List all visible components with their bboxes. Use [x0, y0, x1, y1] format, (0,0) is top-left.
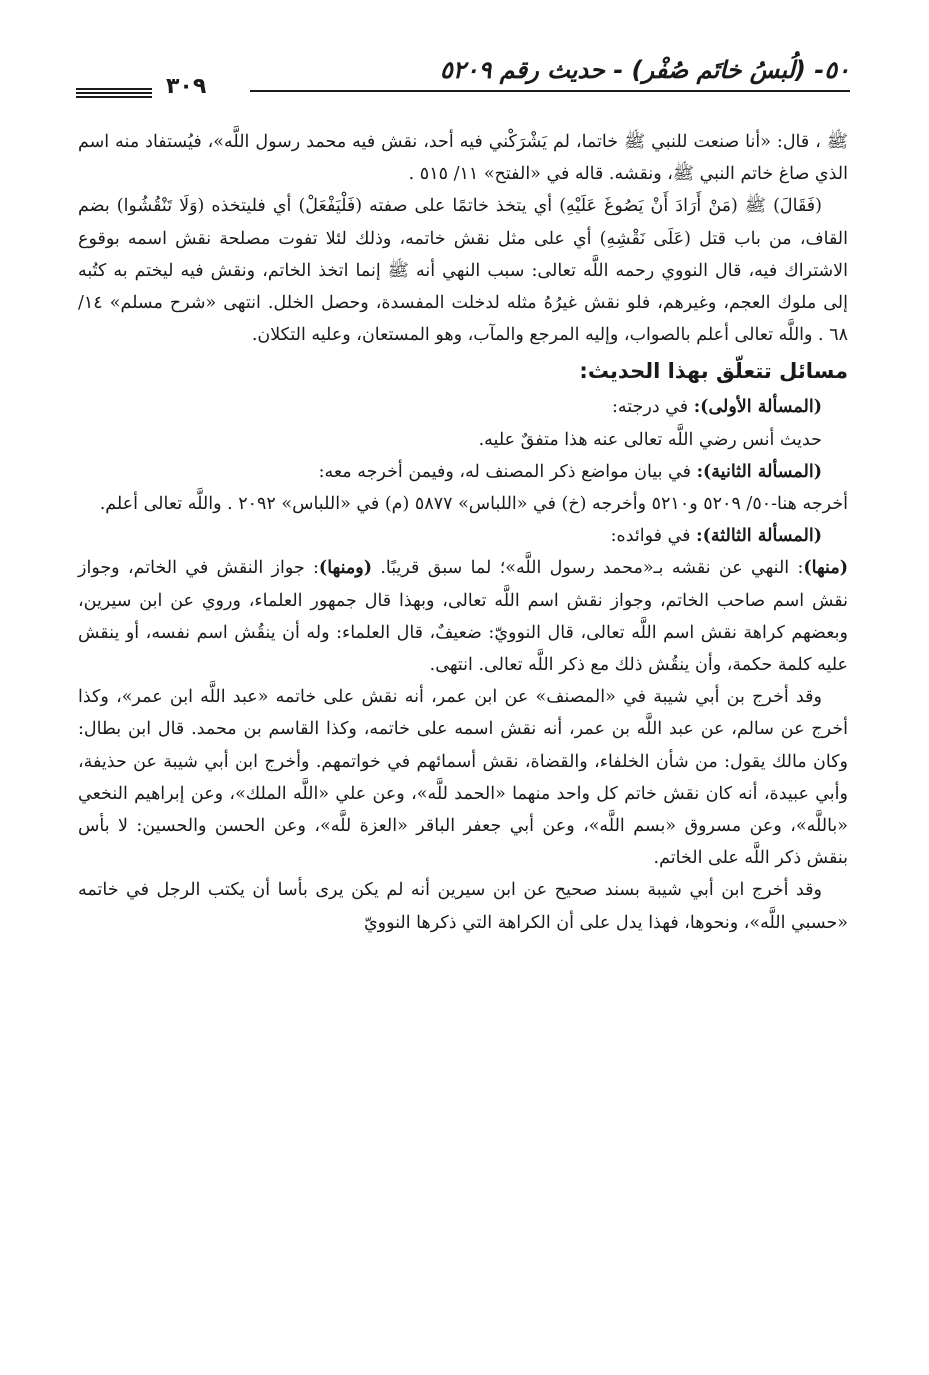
benefit-1-label: (منها) — [803, 558, 848, 579]
page-header — [68, 52, 850, 102]
header-rule — [250, 90, 850, 92]
paragraph-hadith-context: ﷺ ، قال: «أنا صنعت للنبي ﷺ خاتما، لم يَشْرَكْني فيه أحد، نقش فيه محمد رسول اللَّه»، فيُستفاد منه اسم الذي صاغ خاتم النبي ﷺ، ونقشه. قاله في «الفتح» ١١/ ٥١٥ . — [78, 132, 848, 185]
paragraph-ibn-abi-shaybah: وقد أخرج بن أبي شيبة في «المصنف» عن ابن عمر، أنه نقش على خاتمه «عبد اللَّه ابن عمر»، وكذا أخرج عن سالم، عن عبد اللَّه بن عمر، أنه نقش اسمه على خاتمه، وكذا القاسم بن محمد. قال ابن بطال: وكان مالك يقول: من شأن الخلفاء، والقضاة، نقش أسمائهم في خواتمهم. وأخرج ابن أبي شيبة عن حذيفة، وأبي عبيدة، أنه كان نقش خاتم كل واحد منهما «الحمد للَّه»، وعن علي «اللَّه الملك»، وعن إبراهيم النخعي «باللَّه»، وعن مسروق «بسم اللَّه»، وعن أبي جعفر الباقر «العزة للَّه»، وعن الحسن والحسين: لا بأس بنقش ذكر اللَّه على الخاتم. — [78, 687, 848, 869]
question-1-text: حديث أنس رضي اللَّه تعالى عنه هذا متفقٌ عليه. — [478, 429, 822, 450]
paragraph-ibn-sirin: وقد أخرج ابن أبي شيبة بسند صحيح عن ابن سيرين أنه لم يكن يرى بأسا أن يكتب الرجل في خاتمه «حسبي اللَّه»، ونحوها، فهذا يدل على أن الكراهة التي ذكرها النوويّ — [78, 880, 848, 933]
benefit-1-text: : النهي عن نقشه بـ«محمد رسول اللَّه»؛ لما سبق قريبًا. — [372, 558, 804, 579]
benefit-2-text: : جواز النقش في الخاتم، وجواز نقش اسم صاحب الخاتم، وجواز نقش اسم اللَّه تعالى، وبهذا قال جمهور العلماء، وروي عن ابن سيرين، وبعضهم كراهة نقش اسم اللَّه تعالى، قال النوويّ: ضعيفٌ، قال العلماء: وله أن ينقُش اسم نفسه، أو ينقش عليه كلمة حكمة، وأن ينقُش ذلك مع ذكر اللَّه تعالى. انتهى. — [78, 558, 848, 676]
question-1-heading — [78, 391, 848, 423]
question-1-label: (المسألة الأولى): — [693, 397, 822, 418]
page-body — [78, 126, 848, 939]
question-3-title: في فوائده: — [610, 526, 697, 547]
benefits-paragraph — [78, 552, 848, 681]
benefit-2-label: (ومنها) — [318, 558, 372, 579]
question-2-label: (المسألة الثانية): — [696, 461, 822, 482]
question-3-heading — [78, 520, 848, 552]
paragraph-explanation: (فَقَالَ) ﷺ (مَنْ أَرَادَ أَنْ يَصُوغَ عَلَيْهِ) أي يتخذ خاتمًا على صفته (فَلْيَفْعَلْ) أي فليتخذه (وَلَا تَنْقُشُوا) بضم القاف، من باب قتل (عَلَى نَقْشِهِ) أي على مثل نقش خاتمه، وذلك لئلا تفوت مصلحة نقش اسمه بوقوع الاشتراك فيه، قال النووي رحمه اللَّه تعالى: سبب النهي أنه ﷺ إنما اتخذ الخاتم، ونقش فيه ليختم به كتُبه إلى ملوك العجم، وغيرهم، فلو نقش غيرُهُ مثله لدخلت المفسدة، وحصل الخلل. انتهى «شرح مسلم» ١٤/ ٦٨ . واللَّه تعالى أعلم بالصواب، وإليه المرجع والمآب، وهو المستعان، وعليه التكلان. — [78, 196, 848, 346]
chapter-title: ٥٠- (لُبسُ خاتَم صُفْر) - حديث رقم ٥٢٠٩ — [439, 56, 850, 84]
question-1-title: في درجته: — [612, 397, 694, 418]
question-2-title: في بيان مواضع ذكر المصنف له، وفيمن أخرجه معه: — [318, 461, 697, 482]
question-2-text: أخرجه هنا-٥٠/ ٥٢٠٩ و٥٢١٠ وأخرجه (خ) في «اللباس» ٥٨٧٧ (م) في «اللباس» ٢٠٩٢ . واللَّه تعالى أعلم. — [99, 494, 848, 515]
page-number: ٣٠٩ — [160, 74, 212, 100]
page-number-bars — [76, 88, 152, 98]
question-2-heading — [78, 456, 848, 488]
question-3-label: (المسألة الثالثة): — [696, 526, 822, 547]
section-heading: مسائل تتعلّق بهذا الحديث: — [579, 359, 848, 384]
